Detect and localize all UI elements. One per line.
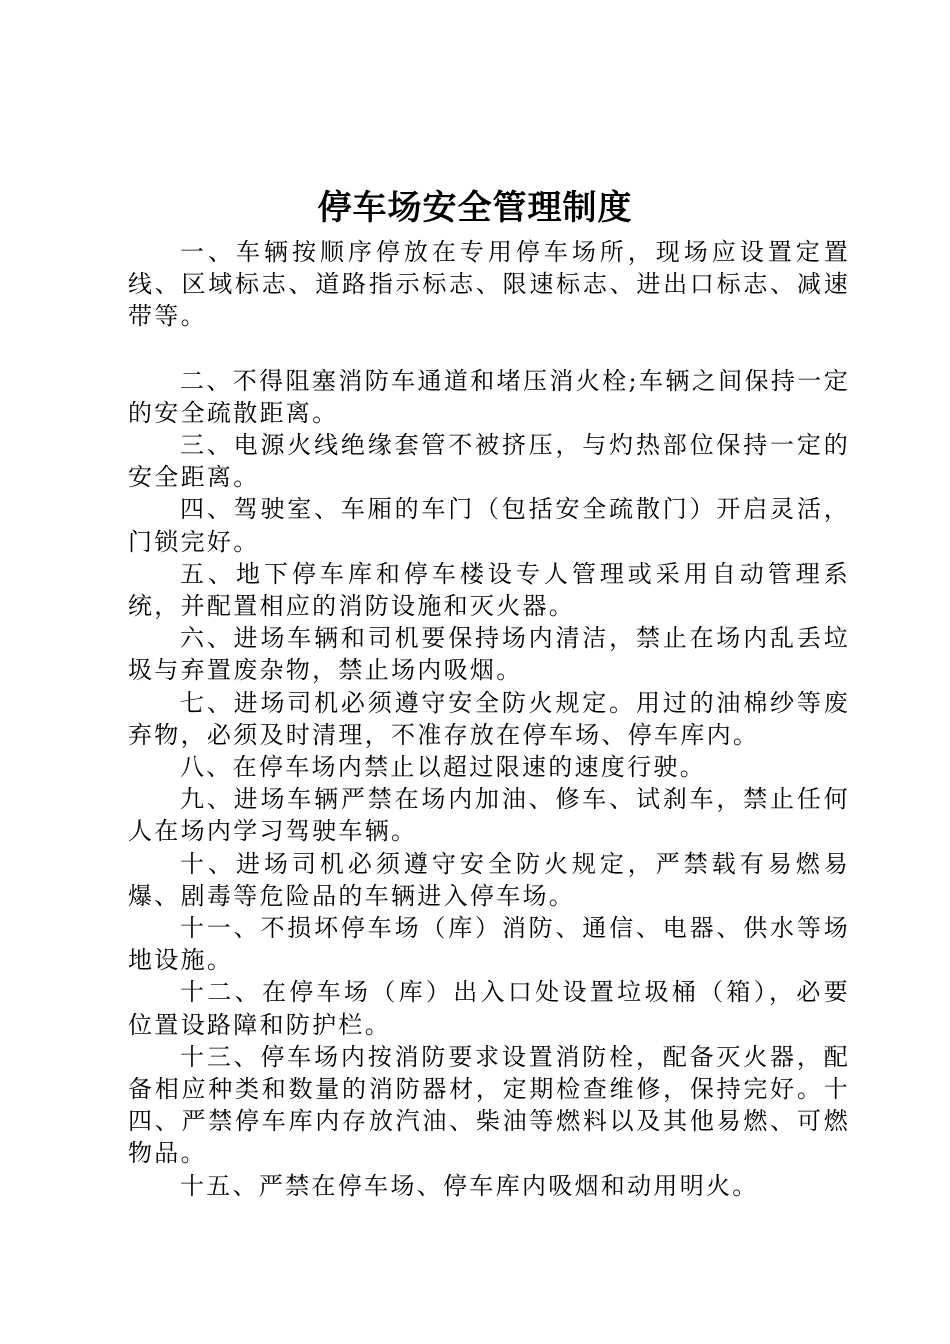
paragraph-10: 十、进场司机必须遵守安全防火规定，严禁载有易燃易爆、剧毒等危险品的车辆进入停车场。: [128, 849, 850, 910]
paragraph-13: 十三、停车场内按消防要求设置消防栓，配备灭火器，配备相应种类和数量的消防器材，定期检查维修，保持完好。十四、严禁停车库内存放汽油、柴油等燃料以及其他易燃、可燃物品。: [128, 1042, 850, 1168]
paragraph-3: 三、电源火线绝缘套管不被挤压，与灼热部位保持一定的安全距离。: [128, 431, 850, 492]
paragraph-11: 十一、不损坏停车场（库）消防、通信、电器、供水等场地设施。: [128, 914, 850, 975]
paragraph-5: 五、地下停车库和停车楼设专人管理或采用自动管理系统，并配置相应的消防设施和灭火器。: [128, 559, 850, 621]
paragraph-1: 一、车辆按顺序停放在专用停车场所，现场应设置定置线、区域标志、道路指示标志、限速标志、进出口标志、减速带等。: [128, 238, 850, 331]
paragraph-7: 七、进场司机必须遵守安全防火规定。用过的油棉纱等废弃物，必须及时清理，不准存放在停车场、停车库内。: [128, 688, 850, 749]
paragraph-4: 四、驾驶室、车厢的车门（包括安全疏散门）开启灵活，门锁完好。: [128, 495, 850, 556]
paragraph-15: 十五、严禁在停车场、停车库内吸烟和动用明火。: [180, 1171, 759, 1200]
document-title: 停车场安全管理制度: [317, 188, 633, 228]
paragraph-6: 六、进场车辆和司机要保持场内清洁，禁止在场内乱丢垃圾与弃置废杂物，禁止场内吸烟。: [128, 624, 850, 685]
paragraph-9: 九、进场车辆严禁在场内加油、修车、试刹车，禁止任何人在场内学习驾驶车辆。: [128, 785, 850, 846]
document-body: [128, 236, 850, 1202]
paragraph-8: 八、在停车场内禁止以超过限速的速度行驶。: [180, 753, 706, 782]
paragraph-12: 十二、在停车场（库）出入口处设置垃圾桶（箱），必要位置设路障和防护栏。: [128, 978, 850, 1039]
paragraph-2: 二、不得阻塞消防车通道和堵压消火栓;车辆之间保持一定的安全疏散距离。: [128, 366, 850, 427]
